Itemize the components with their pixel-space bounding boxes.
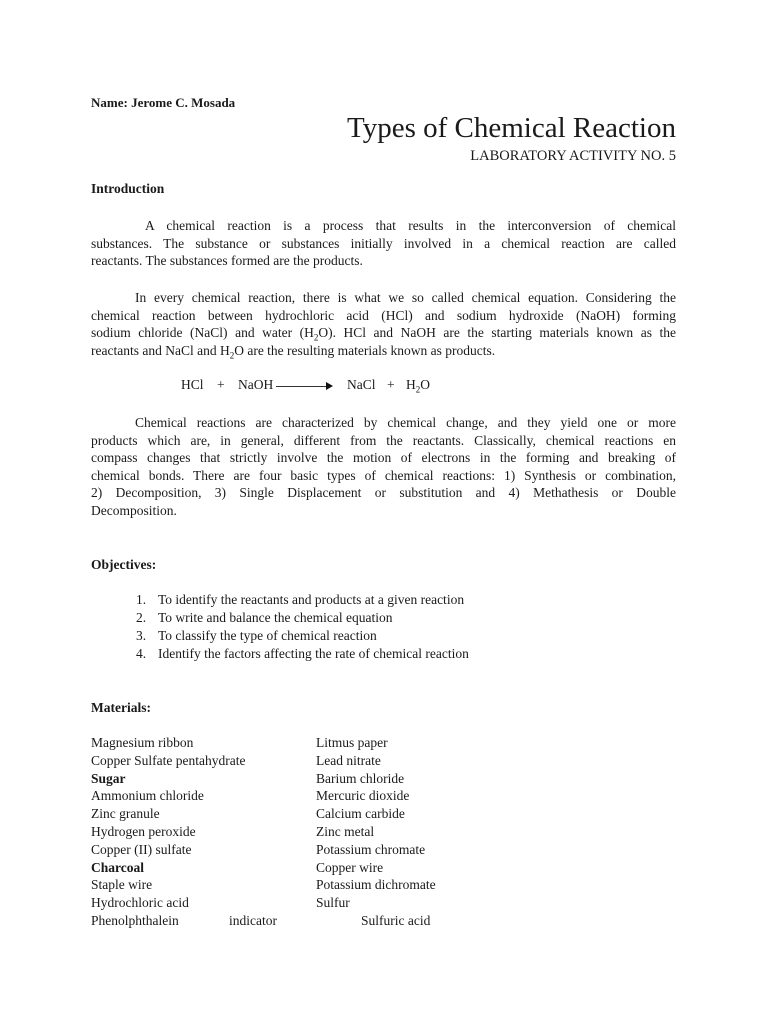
chemical-equation — [181, 377, 441, 395]
material-item: Phenolphthalein — [91, 913, 179, 928]
product-nacl: NaCl — [347, 377, 376, 392]
intro-paragraph-2 — [91, 289, 676, 359]
intro-paragraph-1 — [91, 217, 676, 270]
material-item: Zinc granule — [91, 806, 160, 822]
text-segment: H — [406, 377, 416, 392]
plus-sign: + — [217, 377, 225, 392]
student-name: Name: Jerome C. Mosada — [91, 95, 236, 110]
introduction-heading: Introduction — [91, 181, 165, 196]
paragraph-line: 2) Decomposition, 3) Single Displacement or substitution and 4) Methathesis or Double — [91, 485, 676, 500]
reactant-hcl: HCl — [181, 377, 204, 392]
list-number: 1. — [136, 592, 147, 607]
list-number: 3. — [136, 628, 147, 643]
material-item: Copper wire — [316, 859, 384, 875]
material-item: Calcium carbide — [316, 806, 405, 822]
paragraph-line: substances. The substance or substances initially involved in a chemical reaction are called — [91, 235, 676, 251]
subscript: 2 — [415, 384, 421, 395]
list-number: 2. — [136, 610, 147, 625]
material-item: Magnesium ribbon — [91, 735, 194, 750]
material-item: Copper (II) sulfate — [91, 841, 192, 857]
material-item: Hydrochloric acid — [91, 895, 189, 911]
text-segment: O are the resulting materials known as products. — [234, 342, 496, 358]
material-item: Ammonium chloride — [91, 788, 204, 804]
material-item: Mercuric dioxide — [316, 788, 410, 804]
material-item: Copper Sulfate pentahydrate — [91, 752, 246, 768]
text-segment: sodium chloride (NaCl) and water (H — [91, 325, 314, 340]
text-segment: O). HCl and NaOH are the starting materials known as the — [318, 325, 676, 340]
list-text: To identify the reactants and products at a given reaction — [158, 592, 465, 607]
material-item: Litmus paper — [316, 735, 388, 750]
materials-left-column — [91, 734, 245, 912]
material-item: indicator — [229, 913, 277, 928]
text-segment: reactants and NaCl and H — [91, 342, 230, 358]
activity-number: LABORATORY ACTIVITY NO. 5 — [470, 148, 676, 164]
paragraph-line: chemical bonds. There are four basic types of chemical reactions: 1) Synthesis or combination, — [91, 467, 676, 483]
material-item: Sulfuric acid — [361, 913, 431, 928]
subscript: 2 — [229, 350, 235, 361]
list-text: To write and balance the chemical equation — [158, 610, 393, 625]
material-item: Potassium dichromate — [316, 877, 436, 893]
paragraph-line: A chemical reaction is a process that results in the interconversion of chemical — [145, 218, 676, 233]
material-item: Sulfur — [316, 895, 350, 911]
objectives-heading: Objectives: — [91, 557, 157, 572]
reaction-arrow-shaft — [276, 386, 328, 387]
material-item: Staple wire — [91, 877, 153, 893]
paragraph-line: Chemical reactions are characterized by chemical change, and they yield one or more — [135, 415, 676, 430]
paragraph-line: chemical reaction between hydrochloric acid (HCl) and sodium hydroxide (NaOH) forming — [91, 307, 676, 323]
paragraph-line: In every chemical reaction, there is what we so called chemical equation. Considering the — [135, 290, 676, 305]
paragraph-line-with-subscript — [91, 324, 676, 342]
list-text: To classify the type of chemical reaction — [158, 628, 377, 643]
paragraph-line-with-subscript — [91, 342, 676, 360]
reactant-naoh: NaOH — [238, 377, 274, 392]
list-text: Identify the factors affecting the rate of chemical reaction — [158, 646, 469, 661]
list-number: 4. — [136, 646, 147, 661]
plus-sign: + — [387, 377, 395, 392]
material-item: Barium chloride — [316, 770, 405, 786]
paragraph-line: products which are, in general, different from the reactants. Classically, chemical reactions en — [91, 432, 676, 448]
material-item: Sugar — [91, 770, 126, 786]
text-segment: O — [420, 377, 430, 392]
paragraph-line: reactants. The substances formed are the products. — [91, 253, 363, 268]
material-item: Zinc metal — [316, 823, 375, 839]
paragraph-line: compass changes that strictly involve the motion of electrons in the forming and breaking of — [91, 450, 676, 465]
materials-heading: Materials: — [91, 700, 151, 715]
material-item: Lead nitrate — [316, 752, 381, 768]
product-water — [406, 377, 430, 395]
intro-paragraph-3 — [91, 414, 676, 519]
material-item: Potassium chromate — [316, 841, 426, 857]
reaction-arrow-icon — [326, 382, 333, 390]
subscript: 2 — [313, 332, 319, 343]
materials-right-column — [316, 734, 436, 912]
document-title: Types of Chemical Reaction — [347, 112, 676, 144]
material-item: Hydrogen peroxide — [91, 823, 196, 839]
material-item: Charcoal — [91, 859, 144, 875]
paragraph-line: Decomposition. — [91, 502, 177, 518]
